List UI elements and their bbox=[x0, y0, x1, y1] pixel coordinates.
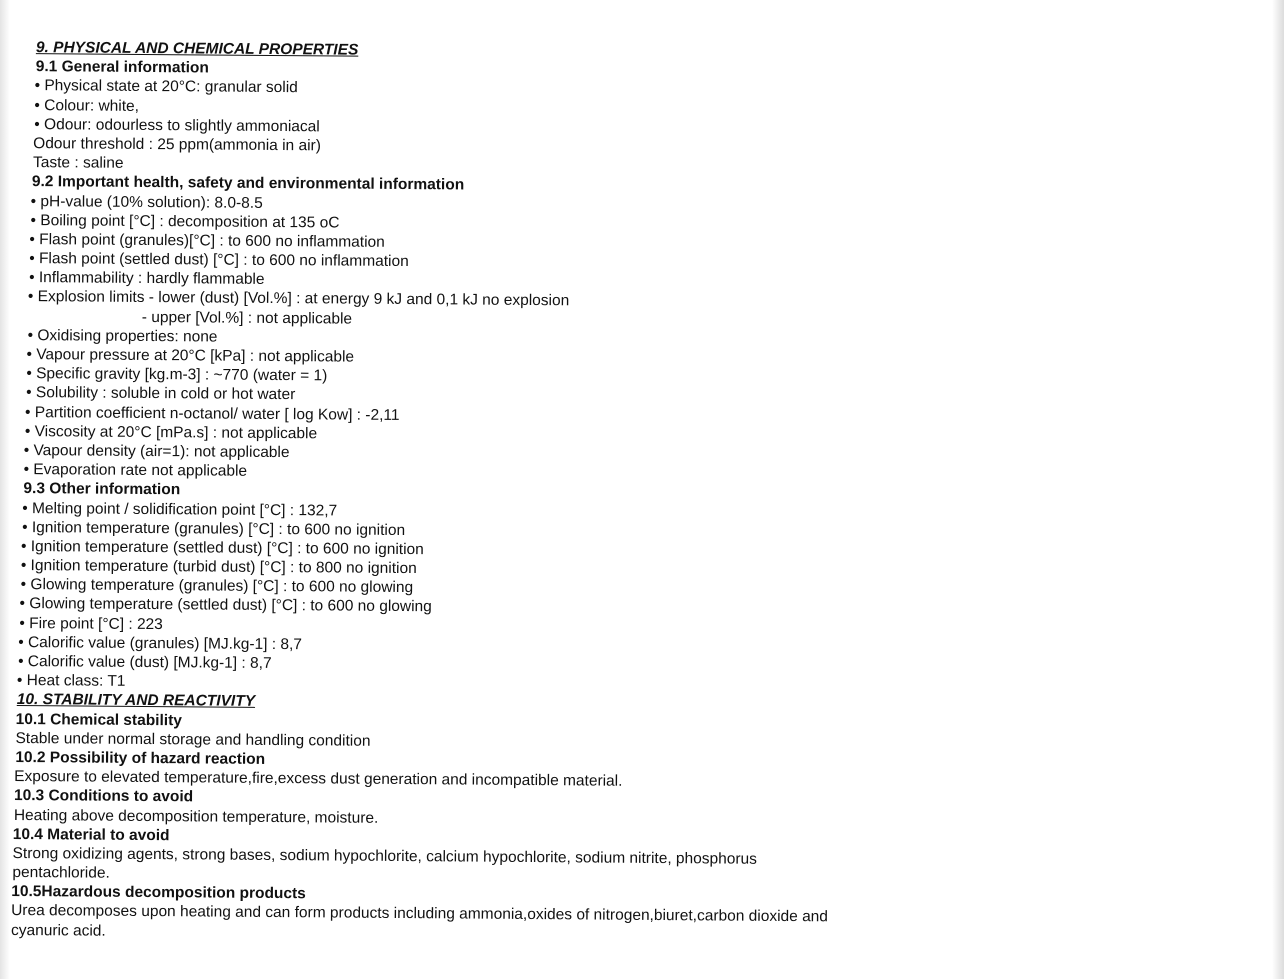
list-item: • Melting point / solidification point [°C] : 132,7 bbox=[18, 498, 1018, 525]
list-item: • Viscosity at 20°C [mPa.s] : not applicable bbox=[19, 422, 1019, 449]
text-line: Odour threshold : 25 ppm(ammonia in air) bbox=[33, 135, 321, 155]
text-line: Exposure to elevated temperature,fire,excess dust generation and incompatible material. bbox=[14, 768, 623, 790]
list-item: • Ignition temperature (granules) [°C] : to 600 no ignition bbox=[18, 518, 1018, 545]
subsection-9-1-title: 9.1 General information bbox=[35, 58, 209, 77]
subsection-9-2-title: 9.2 Important health, safety and environmental information bbox=[31, 173, 465, 194]
list-item: • Fire point [°C] : 223 bbox=[17, 614, 1017, 641]
text-line: cyanuric acid. bbox=[10, 921, 106, 940]
document-body bbox=[10, 38, 1022, 948]
explosion-upper-line: - upper [Vol.%] : not applicable bbox=[141, 308, 353, 328]
list-item: • Flash point (granules)[°C] : to 600 no inflammation bbox=[20, 230, 1020, 257]
list-item: • Solubility : soluble in cold or hot water bbox=[19, 383, 1019, 410]
list-item: • Partition coefficient n-octanol/ water [ log Kow] : -2,11 bbox=[19, 403, 1019, 430]
subsection-10-5-title: 10.5Hazardous decomposition products bbox=[11, 883, 306, 903]
subsection-9-3-title: 9.3 Other information bbox=[23, 480, 181, 499]
list-item: • Evaporation rate not applicable bbox=[19, 460, 1019, 487]
list-item: • Ignition temperature (settled dust) [°C] : to 600 no ignition bbox=[18, 537, 1018, 564]
list-item: • Specific gravity [kg.m-3] : ~770 (water = 1) bbox=[19, 364, 1019, 391]
list-item: • Vapour density (air=1): not applicable bbox=[19, 441, 1019, 468]
list-item: • Heat class: T1 bbox=[17, 671, 1017, 698]
text-line: Taste : saline bbox=[32, 154, 124, 172]
list-item: • Calorific value (granules) [MJ.kg-1] : 8,7 bbox=[17, 633, 1017, 660]
list-item: • Colour: white, bbox=[21, 96, 1021, 123]
text-line: Urea decomposes upon heating and can form products including ammonia,oxides of nitrogen,biuret,carbon dioxide and bbox=[11, 902, 829, 926]
list-item: • Ignition temperature (turbid dust) [°C] : to 800 no ignition bbox=[18, 556, 1018, 583]
subsection-10-2-title: 10.2 Possibility of hazard reaction bbox=[15, 748, 266, 768]
text-line: pentachloride. bbox=[12, 864, 110, 882]
list-item: • Inflammability : hardly flammable bbox=[20, 268, 1020, 295]
list-item: • Explosion limits - lower (dust) [Vol.%] : at energy 9 kJ and 0,1 kJ no explosion bbox=[20, 287, 1020, 314]
subsection-10-3-title: 10.3 Conditions to avoid bbox=[13, 787, 194, 806]
list-item: • pH-value (10% solution): 8.0-8.5 bbox=[21, 191, 1021, 218]
text-line: Heating above decomposition temperature, moisture. bbox=[13, 806, 379, 827]
text-line: Strong oxidizing agents, strong bases, sodium hypochlorite, calcium hypochlorite, sodium nitrite, phosphorus bbox=[12, 844, 758, 868]
list-item: • Vapour pressure at 20°C [kPa] : not applicable bbox=[19, 345, 1019, 372]
section-9-heading: 9. PHYSICAL AND CHEMICAL PROPERTIES bbox=[35, 39, 359, 59]
list-item: • Glowing temperature (settled dust) [°C] : to 600 no glowing bbox=[17, 594, 1017, 621]
list-item: • Glowing temperature (granules) [°C] : to 600 no glowing bbox=[18, 575, 1018, 602]
list-item: • Physical state at 20°C: granular solid bbox=[22, 76, 1022, 103]
subsection-10-4-title: 10.4 Material to avoid bbox=[12, 825, 170, 844]
list-item: • Calorific value (dust) [MJ.kg-1] : 8,7 bbox=[17, 652, 1017, 679]
list-item: • Odour: odourless to slightly ammoniacal bbox=[21, 115, 1021, 142]
section-10-heading: 10. STABILITY AND REACTIVITY bbox=[16, 691, 256, 711]
list-item: • Oxidising properties: none bbox=[20, 326, 1020, 353]
list-item: • Boiling point [°C] : decomposition at 135 oC bbox=[20, 211, 1020, 238]
list-item: • Flash point (settled dust) [°C] : to 600 no inflammation bbox=[20, 249, 1020, 276]
subsection-10-1-title: 10.1 Chemical stability bbox=[15, 710, 182, 729]
text-line: Stable under normal storage and handling condition bbox=[15, 729, 371, 750]
